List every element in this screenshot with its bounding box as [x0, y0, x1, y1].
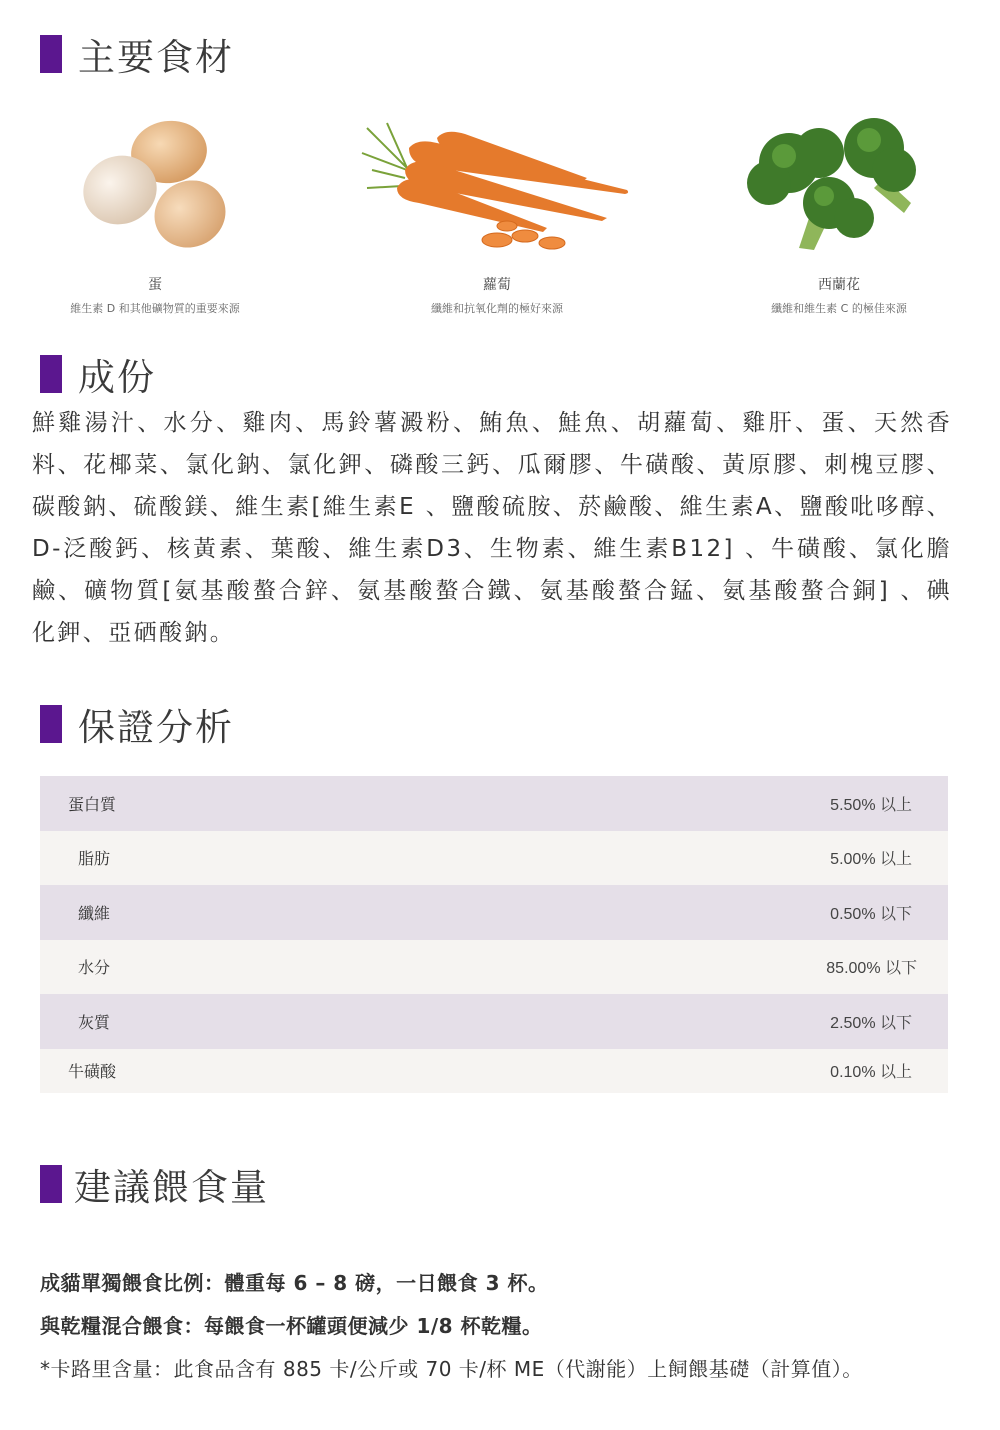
ingredient-desc: 纖維和抗氧化劑的極好來源: [431, 302, 563, 315]
table-row: [40, 994, 948, 1049]
row-value: 5.50% 以上: [830, 796, 912, 814]
eggs-image: [5, 108, 305, 266]
ingredient-carrots: [347, 108, 647, 316]
row-label: 牛磺酸: [68, 1062, 117, 1081]
ingredient-name: 蘿蔔: [483, 277, 511, 293]
table-row: [40, 885, 948, 940]
table-row: [40, 831, 948, 886]
ingredient-desc: 纖維和維生素 C 的極佳來源: [771, 302, 907, 315]
analysis-heading: [40, 704, 234, 749]
composition-text: 鮮雞湯汁、水分、雞肉、馬鈴薯澱粉、鮪魚、鮭魚、胡蘿蔔、雞肝、蛋、天然香料、花椰菜、氯化鈉、氯化鉀、磷酸三鈣、瓜爾膠、牛磺酸、黃原膠、刺槐豆膠、碳酸鈉、硫酸鎂、維生素[維生素E 、鹽酸硫胺、菸鹼酸、維生素A、鹽酸吡哆醇、 D-泛酸鈣、核黃素、葉酸、維生素D3、生物素、維生素B12] 、牛磺酸、氯化膽鹼、礦物質[氨基酸螯合鋅、氨基酸螯合鐵、氨基酸螯合錳、氨基酸螯合銅] 、碘化鉀、亞硒酸鈉。: [32, 410, 953, 646]
ingredient-broccoli: [689, 108, 989, 316]
row-label: 蛋白質: [68, 794, 117, 814]
ingredient-name: 西蘭花: [818, 277, 860, 293]
feeding-heading: [40, 1164, 269, 1209]
calorie-content: *卡路里含量：此食品含有 885 卡/公斤或 70 卡/杯 ME（代謝能）上飼餵基礎（計算值）。: [40, 1357, 863, 1381]
ingredient-eggs: [5, 108, 305, 316]
feeding-title: 建議餵食量: [74, 1166, 269, 1209]
feeding-line-mixed: 與乾糧混合餵食：每餵食一杯罐頭便減少 1/8 杯乾糧。: [40, 1314, 543, 1338]
ingredients-title: 主要食材: [78, 36, 234, 79]
composition-title: 成份: [78, 356, 156, 399]
ingredient-name: 蛋: [148, 277, 162, 293]
broccoli-image: [689, 108, 989, 266]
heading-accent-bar: [40, 35, 62, 73]
ingredients-heading: [40, 34, 234, 79]
row-value: 85.00% 以下: [826, 960, 917, 978]
table-row: [40, 776, 948, 831]
analysis-table: [40, 776, 948, 1093]
carrots-image: [347, 108, 647, 266]
row-label: 水分: [78, 958, 111, 978]
row-value: 2.50% 以下: [830, 1014, 912, 1032]
heading-accent-bar: [40, 355, 62, 393]
analysis-title: 保證分析: [78, 706, 234, 749]
heading-accent-bar: [40, 705, 62, 743]
composition-heading: [40, 354, 156, 399]
feeding-guide: [40, 1262, 960, 1391]
row-label: 灰質: [78, 1012, 111, 1032]
row-label: 脂肪: [78, 849, 111, 869]
row-label: 纖維: [78, 903, 111, 923]
ingredient-desc: 維生素 D 和其他礦物質的重要來源: [70, 302, 240, 315]
heading-accent-bar: [40, 1165, 62, 1203]
row-value: 5.00% 以上: [830, 851, 912, 869]
table-row: [40, 940, 948, 995]
row-value: 0.10% 以上: [830, 1064, 912, 1081]
feeding-line-adult: 成貓單獨餵食比例：體重每 6 – 8 磅，一日餵食 3 杯。: [40, 1271, 549, 1295]
table-row: [40, 1049, 948, 1093]
row-value: 0.50% 以下: [830, 905, 912, 923]
